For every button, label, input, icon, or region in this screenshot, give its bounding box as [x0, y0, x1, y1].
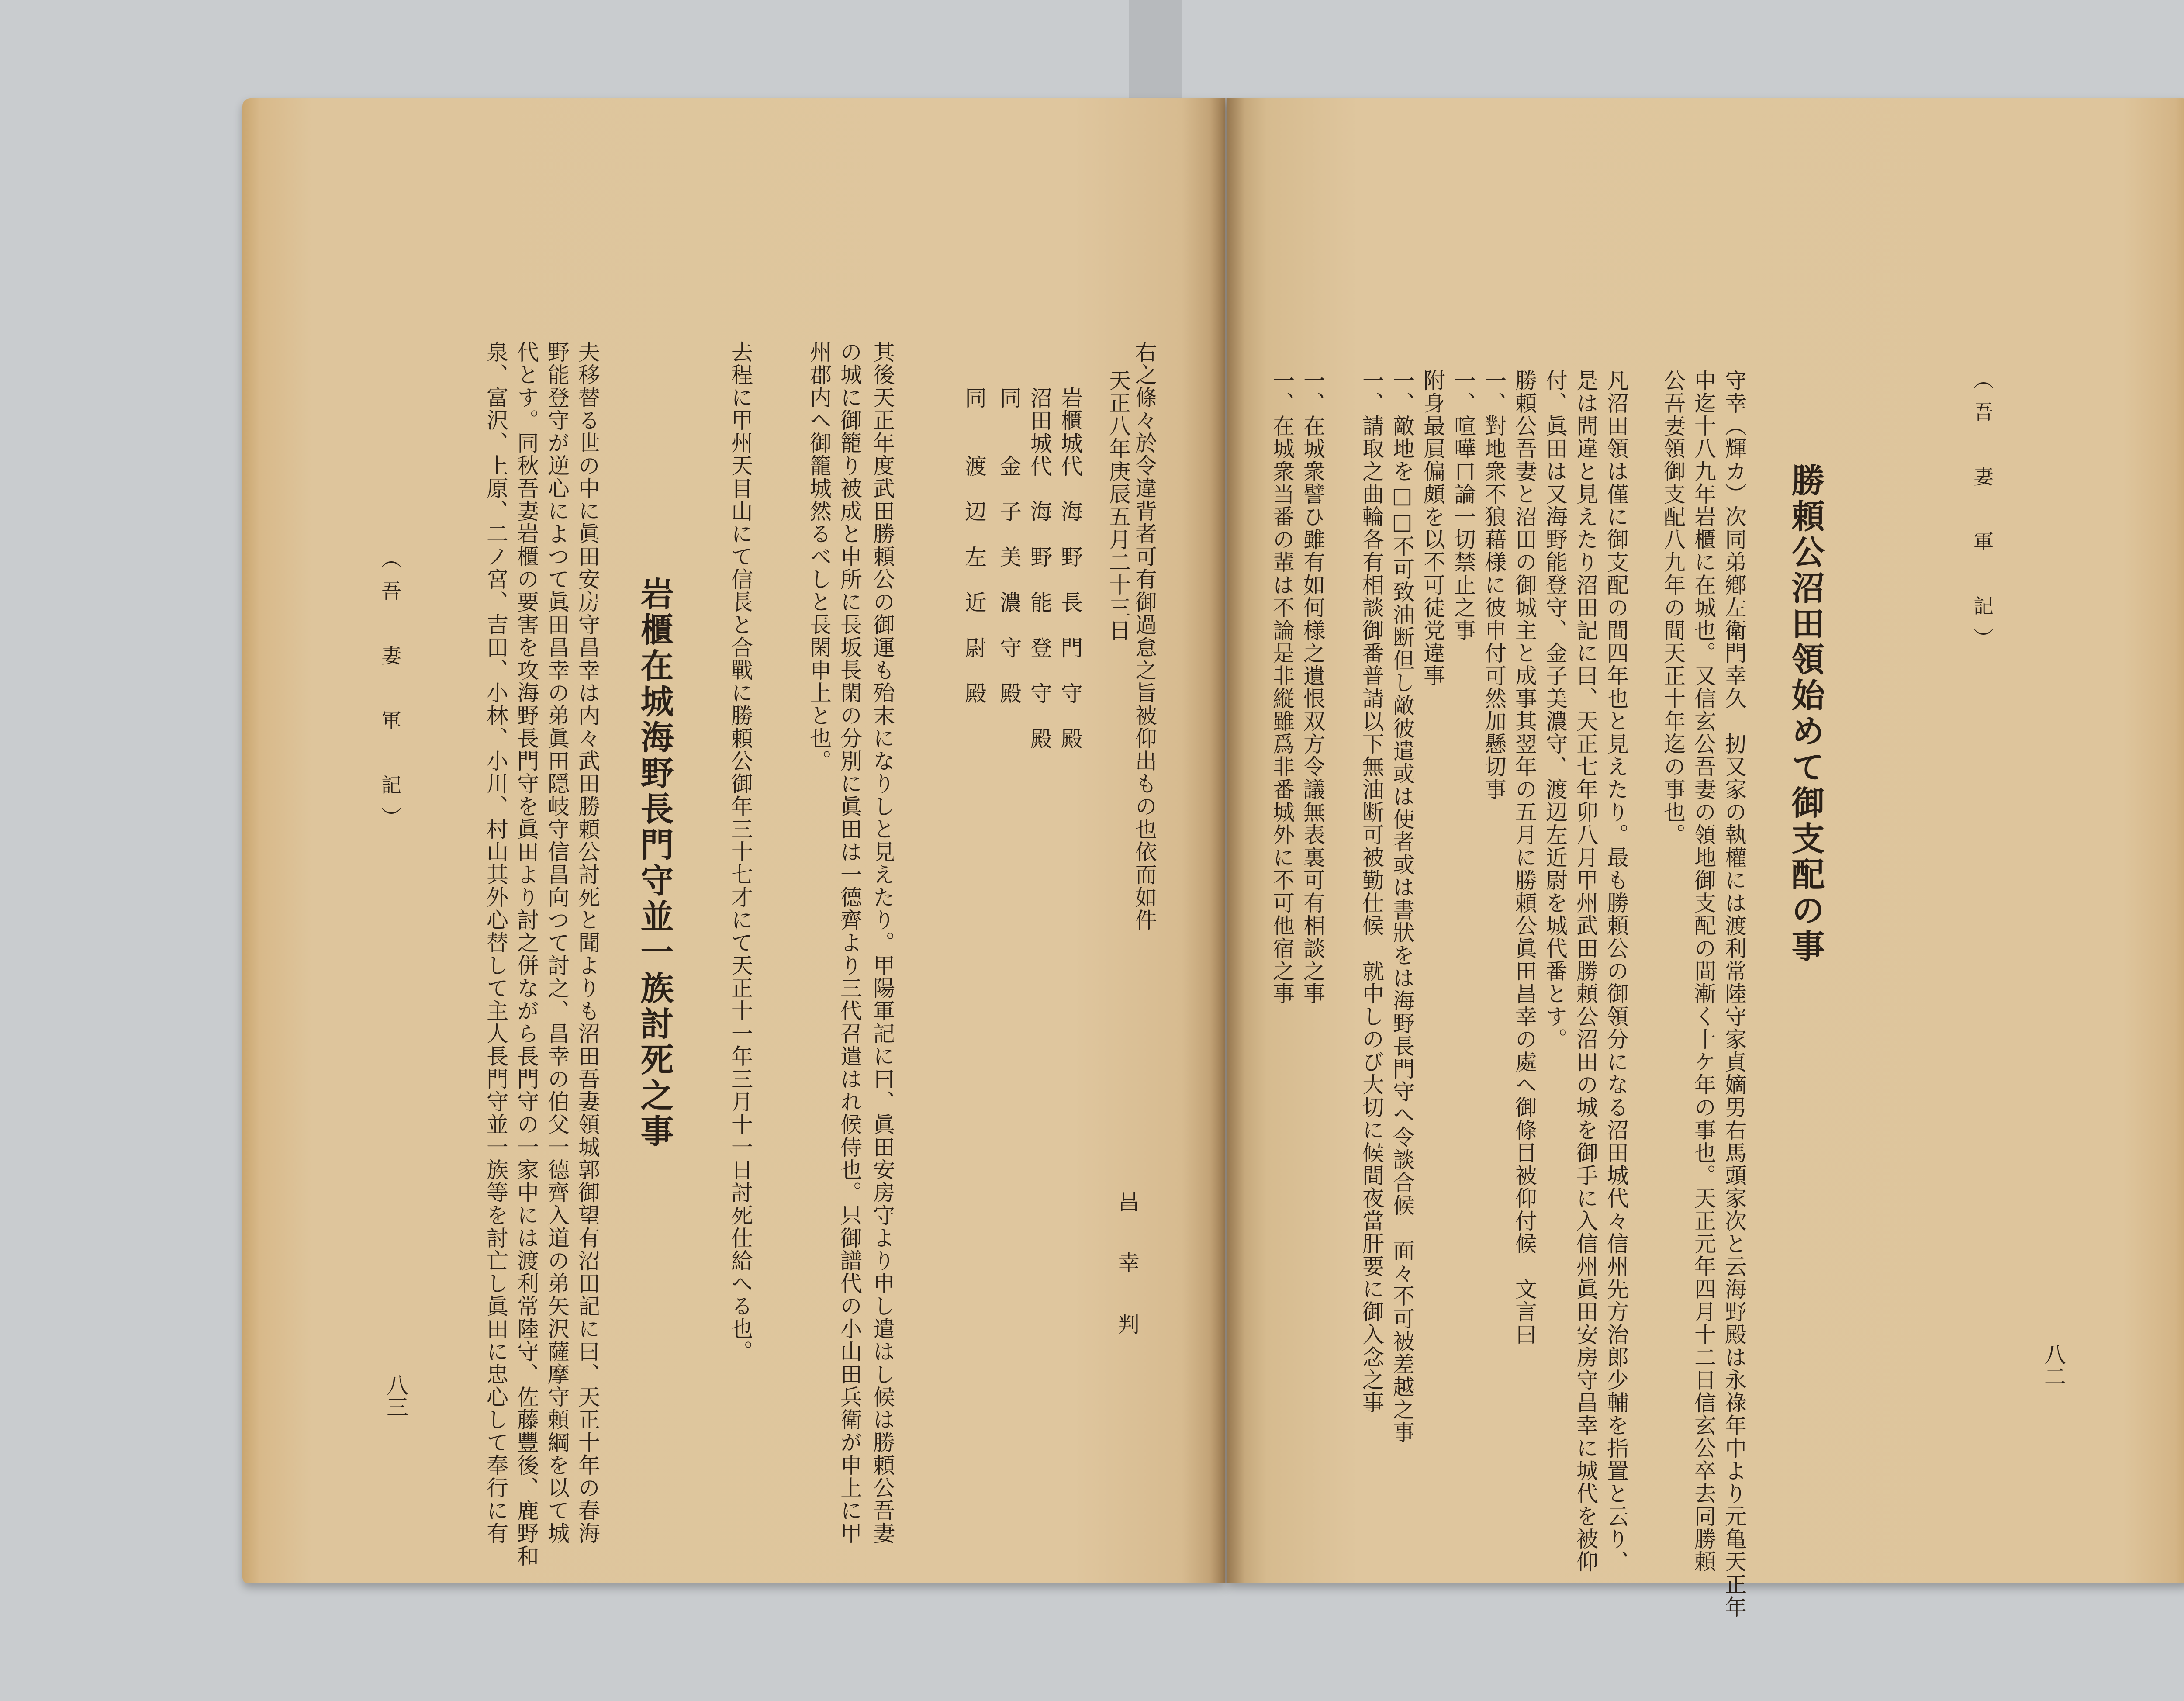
right-page-number: 八二 — [2041, 1343, 2066, 1387]
left-page-number: 八三 — [383, 1374, 408, 1418]
left-text-column: 岩櫃城代 海 野 長 門 守 殿 — [1057, 387, 1083, 750]
right-text-column: 付、眞田は又海野能登守、金子美濃守、渡辺左近尉を城代番とす。 — [1542, 369, 1568, 1051]
right-text-column: 一、在城衆当番の輩は不論是非縦雖爲非番城外に不可他宿之事 — [1269, 369, 1295, 1005]
right-text-column: 附身最屓偏頗を以不可徒党違事 — [1420, 369, 1445, 687]
left-section-heading: 岩櫃在城海野長門守並一族討死之事 — [635, 577, 674, 1150]
left-text-column: の城に御籠り被成と申所に長坂長閑の分別に眞田は一德齊より三代召遣はれ候侍也。只御譜代の小山田兵衛が申上に甲 — [837, 341, 862, 1545]
right-text-column: 一、對地衆不狼藉様に彼申付可然加懸切事 — [1481, 369, 1507, 801]
right-text-column: 中迄十八九年岩櫃に在城也。又信玄公吾妻の領地御支配の間漸く十ケ年の事也。天正元年四月十二日信玄公卒去同勝頼 — [1691, 369, 1716, 1573]
left-signature: 昌 幸 判 — [1114, 1190, 1140, 1343]
scanner-backdrop — [1129, 0, 1182, 100]
right-text-column: 一、敵地を□□不可致油断但し敵彼遣或は使者或は書狀をは海野長門守へ令談合候 面々不可被差越之事 — [1389, 369, 1415, 1444]
left-text-column: 其後天正年度武田勝頼公の御運も殆末になりしと見えたり。甲陽軍記に曰、眞田安房守より申し遣はし候は勝頼公吾妻 — [870, 341, 895, 1545]
right-section-heading: 勝頼公沼田領始めて御支配の事 — [1786, 463, 1825, 965]
open-book — [242, 98, 2184, 1618]
left-text-column: 天正八年庚辰五月二十三日 — [1106, 369, 1131, 642]
right-text-column: 勝頼公吾妻と沼田の御城主と成事其翌年の五月に勝頼公眞田昌幸の處へ御條目被仰付候 文言曰 — [1512, 369, 1537, 1346]
right-text-column: 凡沼田領は僅に御支配の間四年也と見えたり。最も勝頼公の御領分になる沼田城代々信州先方治郎少輔を指置と云り、 — [1603, 369, 1629, 1573]
left-text-column: 同 渡 辺 左 近 尉 殿 — [961, 387, 987, 705]
left-text-column: 泉、富沢、上原、二ノ宮、吉田、小林、小川、村山其外心替して主人長門守並一族等を討亡し眞田に忠心して奉行に有 — [483, 341, 508, 1545]
right-text-column: 一、請取之曲輪各有相談御番普請以下無油断可被勤仕候 就中しのび大切に候間夜當肝要に御入念之事 — [1359, 369, 1384, 1414]
right-text-column: 公吾妻領御支配八九年の間天正十年迄の事也。 — [1660, 369, 1686, 846]
left-text-column: 同 金 子 美 濃 守 殿 — [996, 387, 1022, 705]
left-text-column: 州郡内へ御籠城然るべしと長閑申上と也。 — [806, 341, 832, 772]
right-text-column: 是は間違と見えたり沼田記に曰、天正七年卯八月甲州武田勝頼公沼田の城を御手に入信州眞田安房守昌幸に城代を被仰 — [1573, 369, 1598, 1573]
right-text-column: 一、喧嘩口論一切禁止之事 — [1451, 369, 1476, 642]
left-text-column: 沼田城代 海 野 能 登 守 殿 — [1027, 387, 1052, 750]
book-gutter — [1210, 98, 1245, 1583]
right-running-header: （吾 妻 軍 記） — [1970, 369, 1994, 660]
left-running-header: （吾 妻 軍 記） — [378, 548, 402, 839]
left-text-column: 代とす。同秋吾妻岩櫃の要害を攻海野長門守を眞田より討之併ながら長門守の一家中には渡利常陸守、佐藤豐後、鹿野和 — [514, 341, 539, 1567]
left-text-column: 右之條々於令違背者可有御過怠之旨被仰出もの也依而如件 — [1132, 341, 1157, 931]
left-text-column: 夫移替る世の中に眞田安房守昌幸は内々武田勝頼公討死と聞よりも沼田吾妻領城郭御望有沼田記に曰、天正十年の春海 — [575, 341, 600, 1545]
right-text-column: 一、在城衆譬ひ雖有如何様之遺恨双方令議無表裏可有相談之事 — [1300, 369, 1325, 1005]
left-text-column: 野能登守が逆心によつて眞田昌幸の弟眞田隠岐守信昌向つて討之、昌幸の伯父一德齊入道の弟矢沢薩摩守頼綱を以て城 — [544, 341, 570, 1545]
right-text-column: 守幸（輝カ）次同弟鄕左衛門幸久 扨又家の執權には渡利常陸守家貞嫡男右馬頭家次と云海野殿は永祿年中より元亀天正年 — [1721, 369, 1747, 1618]
left-text-column: 去程に甲州天目山にて信長と合戰に勝頼公御年三十七才にて天正十一年三月十一日討死仕給へる也。 — [728, 341, 753, 1363]
